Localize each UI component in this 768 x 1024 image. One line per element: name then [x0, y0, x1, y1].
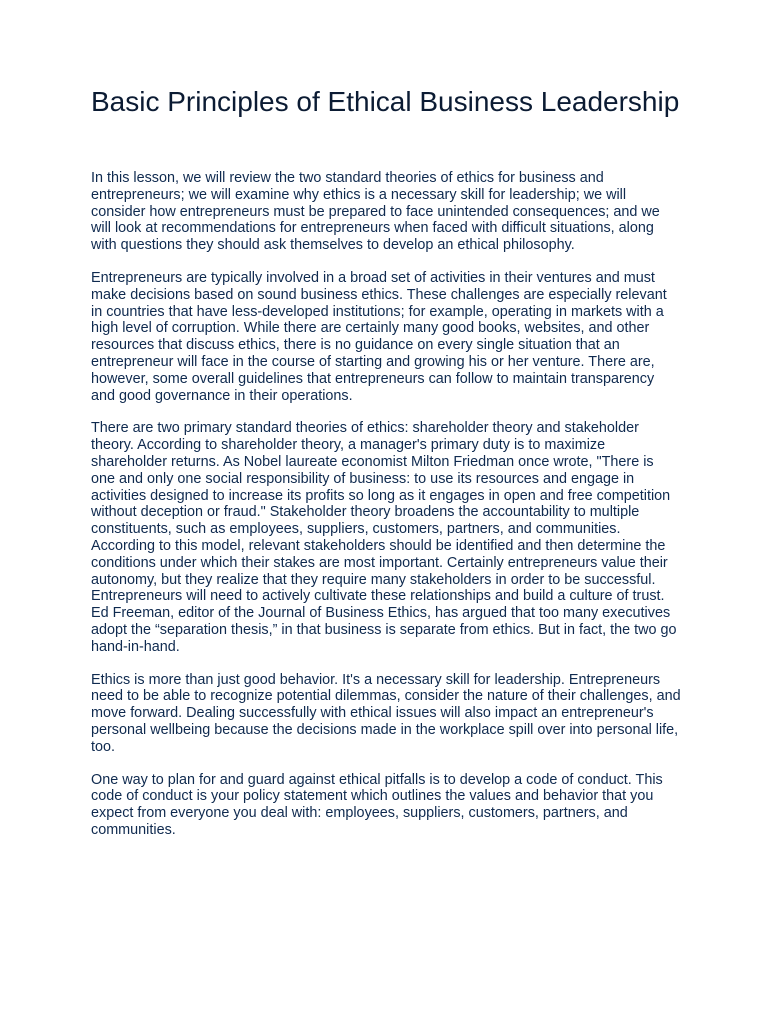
page-title: Basic Principles of Ethical Business Leadership: [91, 86, 680, 117]
paragraph-intro: In this lesson, we will review the two standard theories of ethics for business and entrepreneurs; we will examine why ethics is a necessary skill for leadership; we will consider how entrepreneurs must be prepared to face unintended consequences; and we will look at recommendations for entrepreneurs when faced with difficult situations, along with questions they should ask themselves to develop an ethical philosophy.: [91, 170, 660, 254]
document-page: [91, 85, 681, 855]
paragraph-entrepreneur-activities: Entrepreneurs are typically involved in a broad set of activities in their ventures and must make decisions based on sound business ethics. These challenges are especially relevant in countries that have less-developed institutions; for example, operating in markets with a high level of corruption. While there are certainly many good books, websites, and other resources that discuss ethics, there is no guidance on every single situation that an entrepreneur will face in the course of starting and growing his or her venture. There are, however, some overall guidelines that entrepreneurs can follow to maintain transparency and good governance in their operations.: [91, 269, 667, 404]
paragraph-ethics-theories: There are two primary standard theories of ethics: shareholder theory and stakeholder theory. According to shareholder theory, a manager's primary duty is to maximize shareholder returns. As Nobel laureate economist Milton Friedman once wrote, "There is one and only one social responsibility of business: to use its resources and engage in activities designed to increase its profits so long as it engages in open and free competition without deception or fraud." Stakeholder theory broadens the accountability to multiple constituents, such as employees, suppliers, customers, partners, and communities. According to this model, relevant stakeholders should be identified and then determine the conditions under which their stakes are most important. Certainly entrepreneurs value their autonomy, but they realize that they require many stakeholders in order to be successful. Entrepreneurs will need to actively cultivate these relationships and build a culture of trust. Ed Freeman, editor of the Journal of Business Ethics, has argued that too many executives adopt the “separation thesis,” in that business is separate from ethics. But in fact, the two go hand-in-hand.: [91, 420, 677, 655]
paragraph-ethics-leadership: Ethics is more than just good behavior. It's a necessary skill for leadership. Entrepreneurs need to be able to recognize potential dilemmas, consider the nature of their challenges, and move forward. Dealing successfully with ethical issues will also impact an entrepreneur's personal wellbeing because the decisions made in the workplace spill over into personal life, too.: [91, 671, 681, 755]
paragraph-code-of-conduct: One way to plan for and guard against ethical pitfalls is to develop a code of conduct. This code of conduct is your policy statement which outlines the values and behavior that you expect from everyone you deal with: employees, suppliers, customers, partners, and communities.: [91, 771, 663, 838]
